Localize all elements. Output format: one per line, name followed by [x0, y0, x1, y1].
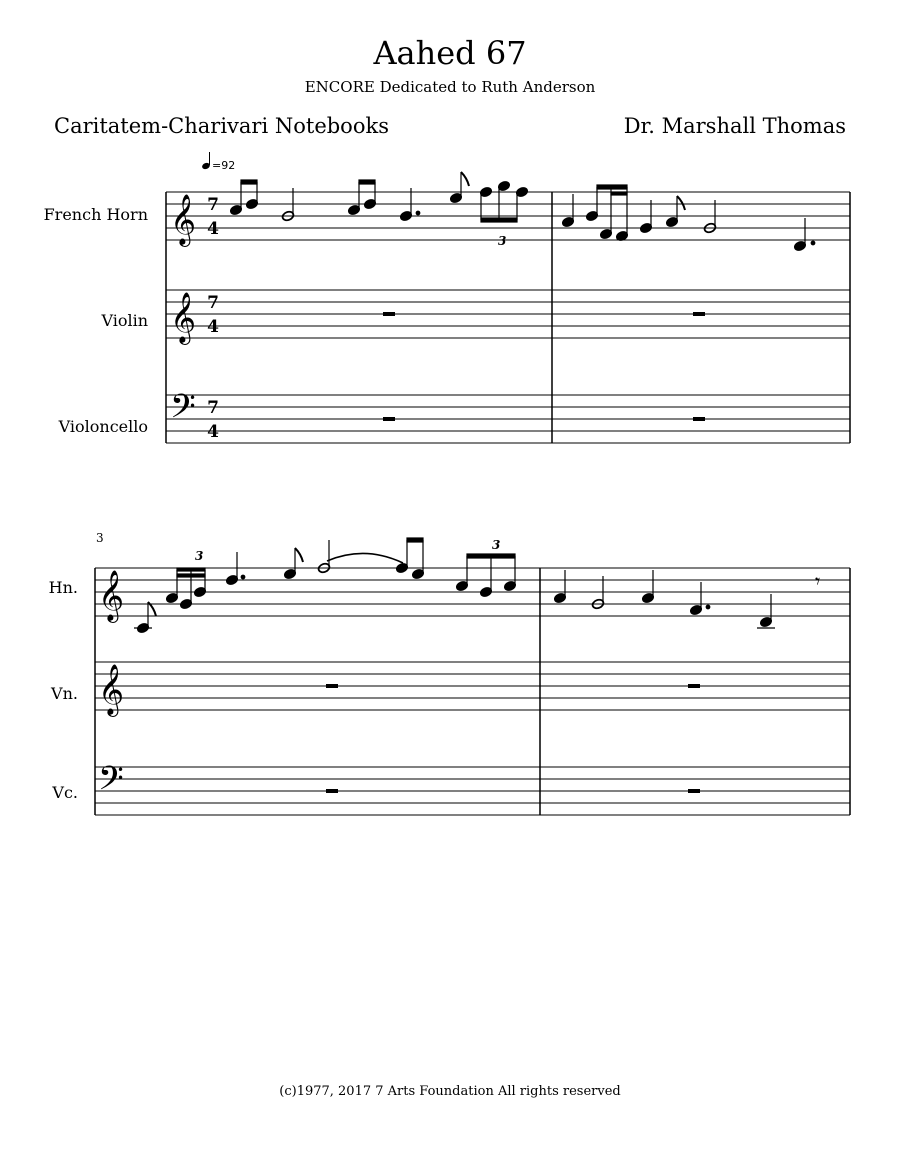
staff-cello	[166, 395, 850, 443]
horn-measure-3	[134, 538, 517, 634]
instrument-name-cello: Violoncello	[58, 417, 148, 436]
rests-system-2	[326, 684, 700, 793]
measure-number: 3	[96, 531, 104, 545]
triplet-mark: 3	[195, 549, 204, 563]
staff-horn-2	[95, 568, 850, 616]
staff-cello-2	[95, 767, 850, 815]
instrument-abbrev-violin: Vn.	[51, 684, 78, 703]
horn-measure-4	[553, 570, 775, 628]
score-subtitle: ENCORE Dedicated to Ruth Anderson	[304, 78, 596, 96]
score-title: Aahed 67	[373, 34, 527, 72]
bass-clef-icon	[170, 388, 196, 434]
tie	[327, 553, 403, 563]
horn-measure-2	[561, 185, 814, 252]
bass-clef-icon	[98, 760, 124, 806]
tempo-marking	[201, 152, 235, 172]
instrument-name-horn: French Horn	[43, 205, 148, 224]
staff-horn	[166, 192, 850, 240]
svg-text:𝄞: 𝄞	[98, 570, 125, 621]
copyright-footer: (c)1977, 2017 7 Arts Foundation All rights reserved	[279, 1084, 621, 1099]
arranger-label: Caritatem-Charivari Notebooks	[54, 114, 389, 138]
staff-violin	[166, 290, 850, 338]
treble-clef-icon	[98, 664, 124, 717]
triplet-mark: 3	[498, 234, 507, 248]
svg-text:4: 4	[207, 219, 219, 239]
system-1	[166, 192, 850, 443]
svg-text:7: 7	[207, 195, 219, 215]
svg-text:7: 7	[207, 293, 219, 313]
svg-text:4: 4	[207, 317, 219, 337]
composer-label: Dr. Marshall Thomas	[623, 114, 846, 138]
svg-text:𝄞: 𝄞	[170, 194, 197, 245]
rests-system-1	[383, 312, 705, 421]
svg-text:𝄢: 𝄢	[170, 388, 196, 434]
svg-text:7: 7	[207, 398, 219, 418]
tempo-value: =92	[212, 159, 236, 172]
staff-violin-2	[95, 662, 850, 710]
svg-text:𝄞: 𝄞	[98, 664, 125, 715]
system-2	[95, 568, 850, 815]
eighth-rest: 𝄾	[815, 569, 821, 593]
triplet-mark: 3	[492, 538, 501, 552]
instrument-name-violin: Violin	[101, 311, 148, 330]
quarter-note-icon	[201, 152, 211, 170]
svg-text:𝄢: 𝄢	[98, 760, 124, 806]
treble-clef-icon	[98, 570, 124, 623]
treble-clef-icon	[170, 194, 196, 247]
time-signature	[207, 195, 219, 442]
svg-text:4: 4	[207, 422, 219, 442]
svg-text:𝄞: 𝄞	[170, 292, 197, 343]
horn-measure-1	[229, 172, 528, 222]
instrument-abbrev-cello: Vc.	[52, 783, 78, 802]
instrument-abbrev-horn: Hn.	[48, 578, 78, 597]
treble-clef-icon	[170, 292, 196, 345]
